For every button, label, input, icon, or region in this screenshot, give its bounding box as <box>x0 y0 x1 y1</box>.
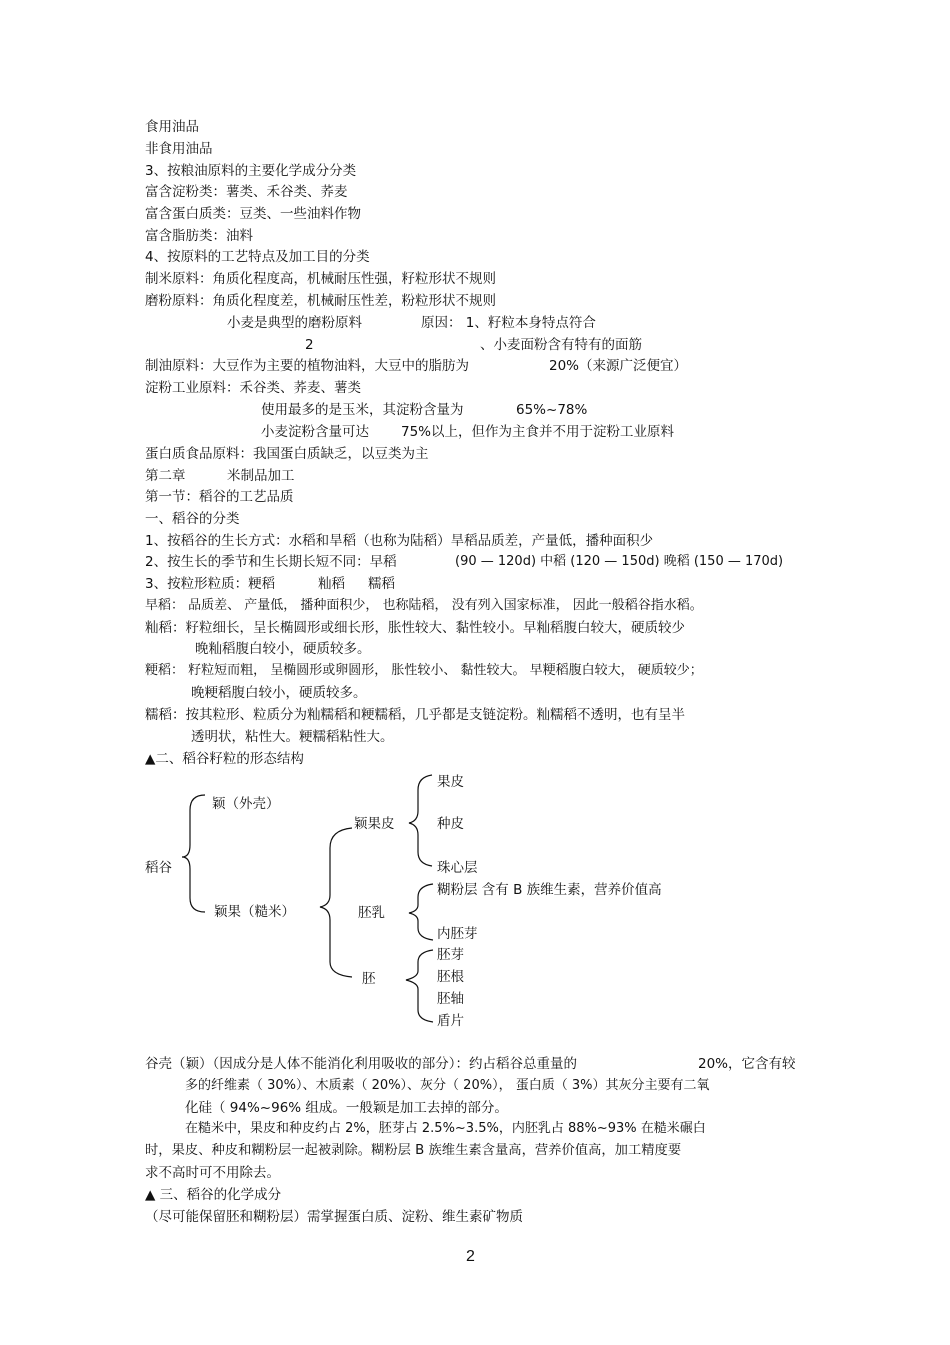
text-line: 富含淀粉类：薯类、禾谷类、荞麦 <box>145 184 348 200</box>
text-line: 小麦淀粉含量可达 <box>261 424 369 440</box>
text-line: 糯稻：按其粒形、粒质分为籼糯稻和粳糯稻，几乎都是支链淀粉。籼糯稻不透明，也有呈半 <box>145 707 685 723</box>
text-line: 谷壳（颖）（因成分是人体不能消化利用吸收的部分）：约占稻谷总重量的 <box>145 1056 577 1072</box>
text-line: 75%以上，但作为主食并不用于淀粉工业原料 <box>401 424 675 440</box>
tree-node-husk: 颖（外壳） <box>212 796 280 812</box>
tree-node-caryopsis: 颖果（糙米） <box>214 904 295 920</box>
subsection-heading: ▲ 三、稻谷的化学成分 <box>145 1187 282 1203</box>
text-line: 磨粉原料：角质化程度差，机械耐压性差，粉粒形状不规则 <box>145 293 496 309</box>
text-line: （尽可能保留胚和糊粉层）需掌握蛋白质、淀粉、维生素矿物质 <box>145 1209 523 1225</box>
brace-embryo <box>406 950 433 1022</box>
tree-node-pericarp-group: 颖果皮 <box>354 816 395 832</box>
text-line: 蛋白质食品原料：我国蛋白质缺乏，以豆类为主 <box>145 446 429 462</box>
brace-caryopsis <box>320 828 352 977</box>
text-line: 1、按稻谷的生长方式：水稻和旱稻（也称为陆稻）旱稻品质差，产量低，播种面积少 <box>145 533 654 549</box>
text-line: 20%，它含有较 <box>698 1056 796 1072</box>
tree-node-pericarp: 果皮 <box>437 774 464 790</box>
text-line: 时，果皮、种皮和糊粉层一起被剥除。糊粉层 B 族维生素含量高，营养价值高，加工精度要 <box>145 1143 682 1158</box>
brace-root <box>182 795 205 912</box>
text-line: 3、按粒形粒质：粳稻 <box>145 576 276 592</box>
tree-node-scutellum: 盾片 <box>437 1013 464 1029</box>
tree-node-axis: 胚轴 <box>437 991 464 1007</box>
text-line: 制油原料：大豆作为主要的植物油料，大豆中的脂肪为 <box>145 358 469 374</box>
text-line: 糯稻 <box>368 576 395 592</box>
text-line: 晚籼稻腹白较小，硬质较多。 <box>195 641 371 657</box>
chapter-heading: 米制品加工 <box>227 468 295 484</box>
tree-node-embryo-group: 胚 <box>362 971 376 987</box>
tree-node-aleurone: 糊粉层 含有 B 族维生素，营养价值高 <box>437 882 662 898</box>
tree-node-plumule: 胚芽 <box>437 947 464 963</box>
brace-pericarp <box>409 775 432 866</box>
text-line: 食用油品 <box>145 119 199 135</box>
tree-node-nucellus: 珠心层 <box>437 860 478 876</box>
tree-node-endosperm-group: 胚乳 <box>358 905 385 921</box>
chapter-heading: 第二章 <box>145 468 186 484</box>
text-line: 非食用油品 <box>145 141 213 157</box>
text-line: 2 <box>305 337 314 353</box>
text-line: 制米原料：角质化程度高，机械耐压性强，籽粒形状不规则 <box>145 271 496 287</box>
subsection-heading: ▲二、稻谷籽粒的形态结构 <box>145 751 304 767</box>
text-line: 4、按原料的工艺特点及加工目的分类 <box>145 249 370 265</box>
text-line: 使用最多的是玉米，其淀粉含量为 <box>261 402 464 418</box>
text-line: 、小麦面粉含有特有的面筋 <box>480 337 642 353</box>
text-line: 化硅（ 94%~96% 组成。一般颖是加工去掉的部分。 <box>185 1100 508 1116</box>
text-line: 籼稻 <box>318 576 345 592</box>
text-line: 富含脂肪类：油料 <box>145 228 253 244</box>
text-line: 20%（来源广泛便宜） <box>549 358 688 374</box>
tree-node-root: 稻谷 <box>145 860 172 876</box>
text-line: 籼稻：籽粒细长，呈长椭圆形或细长形，胀性较大、黏性较小。早籼稻腹白较大，硬质较少 <box>145 620 685 636</box>
text-line: 原因： 1、籽粒本身特点符合 <box>421 315 596 331</box>
text-line: 3、按粮油原料的主要化学成分分类 <box>145 163 357 179</box>
text-line: 在糙米中，果皮和种皮约占 2%，胚芽占 2.5%~3.5%，内胚乳占 88%~93% 在糙米碾白 <box>185 1121 706 1136</box>
tree-node-seedcoat: 种皮 <box>437 816 464 832</box>
tree-node-radicle: 胚根 <box>437 969 464 985</box>
text-line: 多的纤维素（ 30%）、木质素（ 20%）、灰分（ 20%）， 蛋白质（ 3%）其灰分主要有二氧 <box>185 1078 710 1093</box>
text-line: 65%~78% <box>516 402 588 418</box>
text-line: 富含蛋白质类：豆类、一些油料作物 <box>145 206 361 222</box>
text-line: 小麦是典型的磨粉原料 <box>227 315 362 331</box>
subsection-heading: 一、稻谷的分类 <box>145 511 240 527</box>
text-line: 粳稻： 籽粒短而粗， 呈椭圆形或卵圆形， 胀性较小、 黏性较大。 早粳稻腹白较大， 硬质较少； <box>145 663 703 678</box>
tree-node-inner-endosperm: 内胚芽 <box>437 926 478 942</box>
text-line: 2、按生长的季节和生长期长短不同：早稻 <box>145 554 397 570</box>
text-line: 早稻： 品质差、 产量低， 播种面积少， 也称陆稻， 没有列入国家标准， 因此一般稻谷指水稻。 <box>145 598 703 613</box>
text-line: 晚粳稻腹白较小，硬质较多。 <box>191 685 367 701</box>
text-line: 求不高时可不用除去。 <box>145 1165 280 1181</box>
text-line: 透明状，粘性大。粳糯稻粘性大。 <box>191 729 394 745</box>
text-line: (90 — 120d) 中稻 (120 — 150d) 晚稻 (150 — 170d) <box>455 554 784 569</box>
page-number: 2 <box>466 1248 475 1265</box>
brace-endosperm <box>409 884 433 940</box>
text-line: 淀粉工业原料：禾谷类、荞麦、薯类 <box>145 380 361 396</box>
section-heading: 第一节：稻谷的工艺品质 <box>145 489 294 505</box>
